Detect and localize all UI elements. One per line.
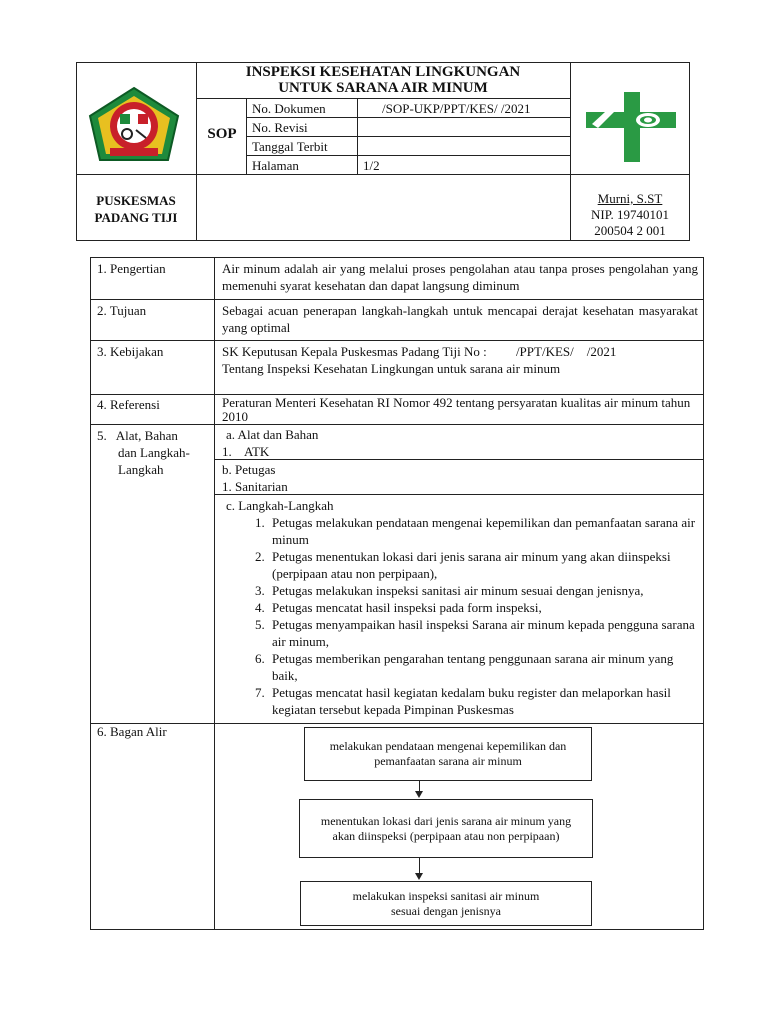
section-label-alat-line1: 5. Alat, Bahan	[97, 428, 178, 443]
row-divider	[90, 723, 704, 724]
section-label-referensi: 4. Referensi	[97, 397, 160, 412]
step-item: 4. Petugas mencatat hasil inspeksi pada form inspeksi,	[268, 599, 698, 616]
section-text-kebijakan-line1: SK Keputusan Kepala Puskesmas Padang Tiji No : /PPT/KES/ /2021	[222, 344, 617, 359]
row-divider	[90, 424, 704, 425]
section-text-tujuan: Sebagai acuan penerapan langkah-langkah untuk mencapai derajat kesehatan masyarakat yang optimal	[222, 303, 698, 335]
meta-label-document-number: No. Dokumen	[252, 101, 326, 116]
document-title-line1: INSPEKSI KESEHATAN LINGKUNGAN	[245, 64, 521, 80]
meta-row-divider	[246, 136, 570, 137]
meta-label-page: Halaman	[252, 158, 299, 173]
flowchart-box-3	[300, 881, 592, 926]
signer-nip-line2: 200504 2 001	[594, 223, 666, 238]
step-item: 6. Petugas memberikan pengarahan tentang penggunaan sarana air minum yang baik,	[268, 650, 698, 684]
puskesmas-logo	[86, 86, 182, 166]
langkah-steps	[222, 514, 698, 718]
section-text-kebijakan-line2: Tentang Inspeksi Kesehatan Lingkungan untuk sarana air minum	[222, 361, 561, 376]
section-label-kebijakan: 3. Kebijakan	[97, 344, 164, 359]
section-text-referensi: Peraturan Menteri Kesehatan RI Nomor 492 tentang persyaratan kualitas air minum tahun 2010	[222, 395, 691, 424]
steps-list	[222, 514, 698, 718]
meta-label-issue-date: Tanggal Terbit	[252, 139, 328, 154]
document-title	[196, 64, 570, 96]
flowchart-arrow-line	[419, 858, 420, 874]
section-label-alat-line3: Langkah	[118, 462, 164, 477]
row-divider	[90, 299, 704, 300]
section-text-pengertian: Air minum adalah air yang melalui proses pengolahan atau tanpa proses pengolahan yang memenuhi syarat kesehatan dan dapat langsung diminum	[222, 261, 698, 293]
organization-name	[76, 192, 196, 226]
row-divider	[90, 340, 704, 341]
petugas-heading: b. Petugas	[222, 462, 276, 477]
alat-heading: a. Alat dan Bahan	[226, 427, 319, 442]
langkah-heading: c. Langkah-Langkah	[226, 498, 334, 513]
meta-value-document-number: /SOP-UKP/PPT/KES/ /2021	[382, 101, 531, 116]
step-item: 7. Petugas mencatat hasil kegiatan kedalam buku register dan melaporkan hasil kegiatan tersebut kepada Pimpinan Puskesmas	[268, 684, 698, 718]
health-cross-logo	[580, 90, 680, 164]
section-label-alat	[97, 427, 212, 478]
flowchart-arrow-head	[415, 791, 423, 798]
flowchart-arrow-head	[415, 873, 423, 880]
step-item: 2. Petugas menentukan lokasi dari jenis sarana air minum yang akan diinspeksi (perpipaan atau non perpipaan),	[268, 548, 698, 582]
signer-nip-line1: NIP. 19740101	[590, 207, 669, 222]
organization-name-line1: PUSKESMAS	[96, 193, 176, 208]
flowchart-box-1	[304, 727, 592, 781]
signer-name: Murni, S.ST	[597, 191, 663, 206]
meta-label-revision: No. Revisi	[252, 120, 308, 135]
subrow-divider	[214, 459, 704, 460]
section-label-tujuan: 2. Tujuan	[97, 303, 147, 318]
signer-block	[570, 191, 690, 239]
header-divider	[76, 174, 690, 175]
petugas-item: 1. Sanitarian	[222, 479, 288, 494]
meta-row-divider	[246, 155, 570, 156]
flowchart-box-2-text: menentukan lokasi dari jenis sarana air minum yang akan diinspeksi (perpipaan atau non perpipaan)	[320, 813, 572, 843]
title-divider	[196, 98, 570, 99]
section-label-bagan: 6. Bagan Alir	[97, 724, 167, 739]
sop-label: SOP	[207, 126, 237, 142]
step-item: 5. Petugas menyampaikan hasil inspeksi Sarana air minum kepada pengguna sarana air minum,	[268, 616, 698, 650]
step-item: 1. Petugas melakukan pendataan mengenai kepemilikan dan pemanfaatan sarana air minum	[268, 514, 698, 548]
flowchart-box-1-text: melakukan pendataan mengenai kepemilikan dan pemanfaatan sarana air minum	[329, 739, 567, 768]
alat-item: 1. ATK	[222, 444, 270, 459]
meta-row-divider	[246, 117, 570, 118]
step-item: 3. Petugas melakukan inspeksi sanitasi air minum sesuai dengan jenisnya,	[268, 582, 698, 599]
flowchart-box-2	[299, 799, 593, 858]
content-column-divider	[214, 257, 215, 930]
section-label-alat-line2: dan Langkah-	[118, 445, 190, 460]
document-title-line2: UNTUK SARANA AIR MINUM	[278, 80, 488, 96]
flowchart-box-3-text: melakukan inspeksi sanitasi air minum sesuai dengan jenisnya	[352, 888, 540, 918]
section-label-pengertian: 1. Pengertian	[97, 261, 166, 276]
organization-name-line2: PADANG TIJI	[94, 210, 178, 225]
meta-value-page: 1/2	[363, 158, 380, 173]
